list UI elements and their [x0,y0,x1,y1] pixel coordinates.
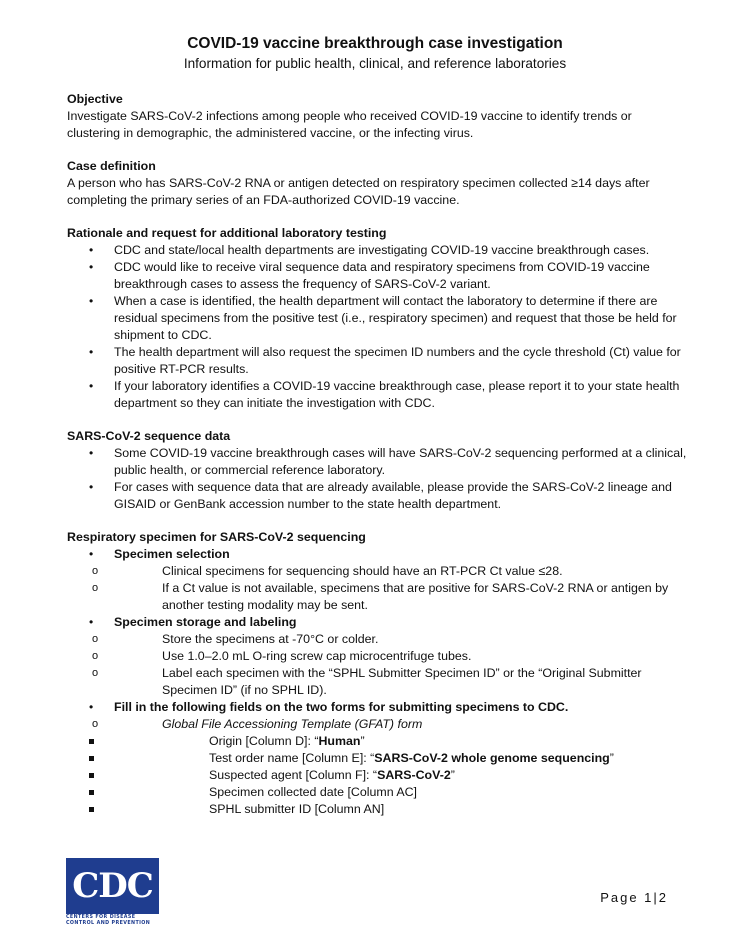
list-item: • For cases with sequence data that are already available, please provide the SARS-CoV-2 lineage and GISAID or GenBank accession number to the state health department. [67,479,687,513]
specimen-selection-sublist [67,563,687,614]
gfat-form-name: o Global File Accessioning Template (GFAT) form [162,717,423,731]
sub-list-item: o Clinical specimens for sequencing should have an RT-PCR Ct value ≤28. [67,563,687,580]
sequence-data-heading: SARS-CoV-2 sequence data [67,429,231,443]
gfat-field-item [67,733,687,750]
specimen-selection-label: • Specimen selection [114,547,230,561]
respiratory-section [67,529,687,818]
gfat-field-item [67,767,687,784]
case-definition-text: A person who has SARS-CoV-2 RNA or antigen detected on respiratory specimen collected ≥14 days after completing the primary series of an FDA-authorized COVID-19 vaccine. [67,176,650,207]
objective-section [67,91,687,142]
gfat-field-item [67,784,687,801]
gfat-field-suffix: ” [360,734,365,748]
sub-list-item: o Store the specimens at -70°C or colder. [67,631,687,648]
cdc-logo [66,858,159,928]
specimen-selection-item [67,546,687,614]
rationale-list [67,242,687,412]
form-fields-sublist [67,716,687,818]
list-item: • Some COVID-19 vaccine breakthrough cases will have SARS-CoV-2 sequencing performed at a clinical, public health, or commercial reference laboratory. [67,445,687,479]
gfat-field-value: Human [318,734,361,748]
list-item: • If your laboratory identifies a COVID-19 vaccine breakthrough case, please report it to your state health department so they can initiate the investigation with CDC. [67,378,687,412]
case-definition-section [67,158,687,209]
sub-list-item: o If a Ct value is not available, specimens that are positive for SARS-CoV-2 RNA or antigen by another testing modality may be sent. [67,580,687,614]
sequence-data-list [67,445,687,513]
specimen-storage-item [67,614,687,699]
respiratory-list [67,546,687,818]
respiratory-heading: Respiratory specimen for SARS-CoV-2 sequencing [67,530,366,544]
objective-text: Investigate SARS-CoV-2 infections among people who received COVID-19 vaccine to identify trends or clustering in demographic, the administered vaccine, or the infecting virus. [67,109,632,140]
gfat-field-label: Specimen collected date [Column AC] [209,785,417,799]
gfat-field-suffix: ” [450,768,455,782]
gfat-field-label: SPHL submitter ID [Column AN] [209,802,385,816]
cdc-logo-text: CDC [72,866,153,906]
list-item: • CDC would like to receive viral sequence data and respiratory specimens from COVID-19 vaccine breakthrough cases to assess the frequency of SARS-CoV-2 variant. [67,259,687,293]
form-fields-label: • Fill in the following fields on the two forms for submitting specimens to CDC. [114,700,569,714]
gfat-field-value: SARS-CoV-2 whole genome sequencing [374,751,610,765]
page-number: Page 1|2 [600,890,668,905]
list-item: • The health department will also request the specimen ID numbers and the cycle threshold (Ct) value for positive RT-PCR results. [67,344,687,378]
specimen-storage-label: • Specimen storage and labeling [114,615,297,629]
list-item: • CDC and state/local health departments are investigating COVID-19 vaccine breakthrough cases. [67,242,687,259]
gfat-field-value: SARS-CoV-2 [377,768,451,782]
gfat-field-label: Origin [Column D]: “ [209,734,319,748]
sub-list-item: o Label each specimen with the “SPHL Submitter Specimen ID” or the “Original Submitter Specimen ID” (if no SPHL ID). [67,665,687,699]
gfat-fields-list [67,733,687,818]
gfat-field-item [67,801,687,818]
gfat-field-label: Test order name [Column E]: “ [209,751,375,765]
document-subtitle: Information for public health, clinical, and reference laboratories [183,56,567,71]
document-body [67,91,687,834]
specimen-storage-sublist [67,631,687,699]
gfat-field-suffix: ” [609,751,614,765]
list-item: • When a case is identified, the health department will contact the laboratory to determine if there are residual specimens from the positive test (i.e., respiratory specimen) and request that those be held for shipment to CDC. [67,293,687,344]
rationale-section [67,225,687,412]
sub-list-item: o Use 1.0–2.0 mL O-ring screw cap microcentrifuge tubes. [67,648,687,665]
sequence-data-section [67,428,687,513]
gfat-form-item [67,716,687,818]
case-definition-heading: Case definition [67,159,156,173]
document-title: COVID-19 vaccine breakthrough case investigation [187,35,563,52]
cdc-logo-subtext: CENTERS FOR DISEASE CONTROL AND PREVENTION [66,915,151,926]
form-fields-item [67,699,687,818]
gfat-field-label: Suspected agent [Column F]: “ [209,768,378,782]
objective-heading: Objective [67,92,123,106]
rationale-heading: Rationale and request for additional laboratory testing [67,226,387,240]
gfat-field-item [67,750,687,767]
